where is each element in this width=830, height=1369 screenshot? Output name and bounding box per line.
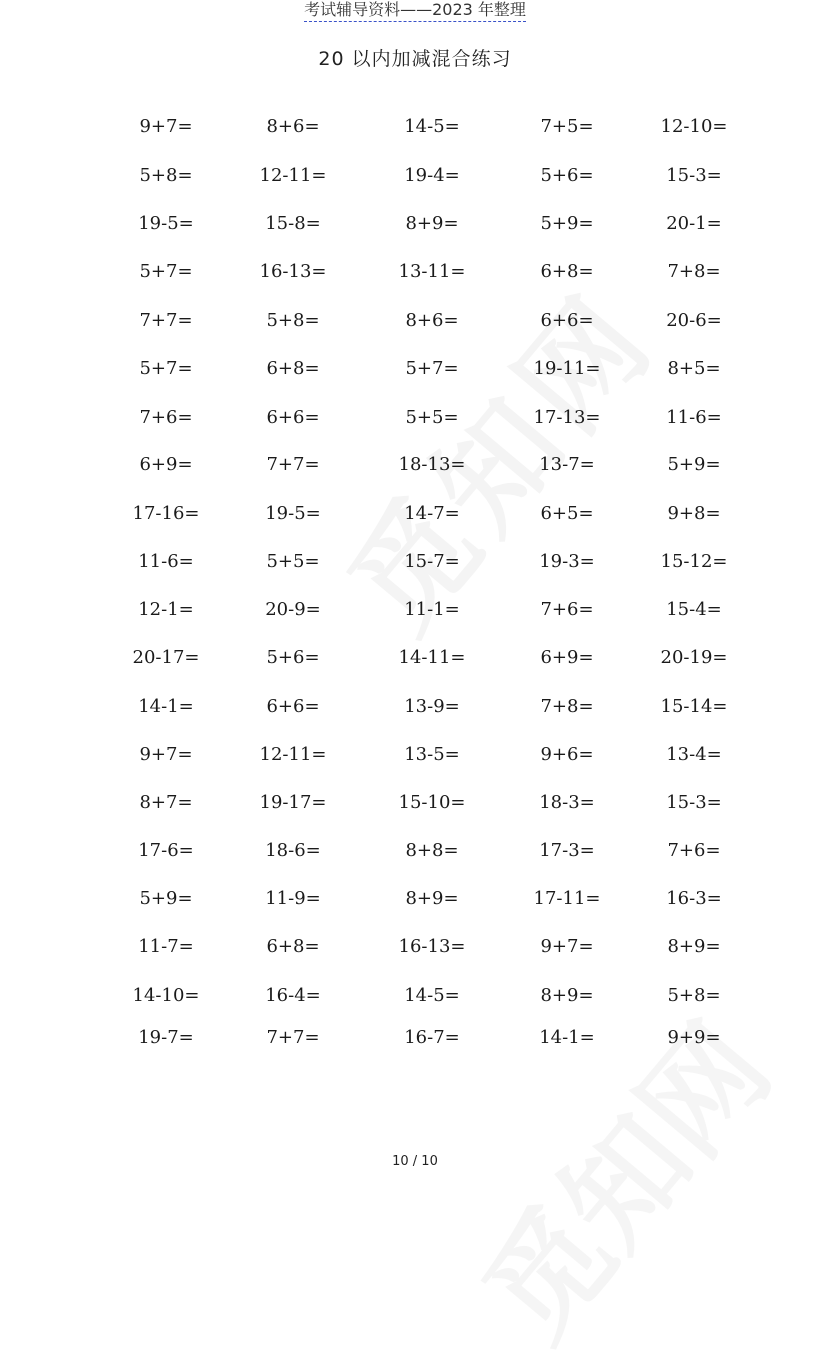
problem-cell: 8+6= <box>266 116 320 137</box>
problem-cell: 6+9= <box>540 647 594 668</box>
problem-cell: 6+6= <box>266 696 320 717</box>
problem-cell: 8+9= <box>667 936 721 957</box>
problem-cell: 15-12= <box>660 551 728 572</box>
problem-cell: 17-13= <box>533 407 601 428</box>
problem-row <box>100 255 760 289</box>
problem-cell: 5+5= <box>405 407 459 428</box>
problem-cell: 14-5= <box>404 985 460 1006</box>
problem-cell: 6+6= <box>266 407 320 428</box>
problem-cell: 6+8= <box>540 261 594 282</box>
problem-cell: 17-16= <box>132 503 200 524</box>
problem-cell: 13-9= <box>404 696 460 717</box>
problem-cell: 5+6= <box>540 165 594 186</box>
problem-cell: 19-3= <box>539 551 595 572</box>
problem-cell: 6+9= <box>139 454 193 475</box>
problem-cell: 16-4= <box>265 985 321 1006</box>
problem-cell: 7+6= <box>540 599 594 620</box>
problem-row <box>100 834 760 868</box>
problem-row <box>100 690 760 724</box>
problem-cell: 13-4= <box>666 744 722 765</box>
problem-cell: 12-11= <box>259 165 327 186</box>
problem-cell: 14-10= <box>132 985 200 1006</box>
problem-cell: 15-8= <box>265 213 321 234</box>
problem-cell: 20-19= <box>660 647 728 668</box>
problem-cell: 9+6= <box>540 744 594 765</box>
problem-cell: 19-5= <box>138 213 194 234</box>
problem-cell: 8+6= <box>405 310 459 331</box>
problem-cell: 5+7= <box>405 358 459 379</box>
problem-cell: 9+8= <box>667 503 721 524</box>
problem-cell: 7+7= <box>266 454 320 475</box>
problem-cell: 20-17= <box>132 647 200 668</box>
problem-cell: 19-5= <box>265 503 321 524</box>
problem-cell: 19-17= <box>259 792 327 813</box>
problem-cell: 14-1= <box>539 1027 595 1048</box>
problem-cell: 7+7= <box>266 1027 320 1048</box>
problem-cell: 7+6= <box>667 840 721 861</box>
page-header <box>0 0 830 22</box>
problem-cell: 8+9= <box>405 888 459 909</box>
problem-row <box>100 401 760 435</box>
problem-cell: 8+5= <box>667 358 721 379</box>
problem-cell: 11-1= <box>404 599 460 620</box>
problem-cell: 15-3= <box>666 792 722 813</box>
problem-cell: 7+8= <box>540 696 594 717</box>
problem-cell: 17-11= <box>533 888 601 909</box>
problem-cell: 5+9= <box>667 454 721 475</box>
problem-cell: 7+7= <box>139 310 193 331</box>
problem-cell: 12-1= <box>138 599 194 620</box>
problem-cell: 16-3= <box>666 888 722 909</box>
problem-cell: 15-4= <box>666 599 722 620</box>
problem-cell: 8+9= <box>405 213 459 234</box>
problem-row <box>100 930 760 964</box>
page-title: 20 以内加减混合练习 <box>318 48 512 70</box>
problem-cell: 11-6= <box>666 407 722 428</box>
problem-row <box>100 448 760 482</box>
problem-row <box>100 979 760 1013</box>
problem-cell: 5+8= <box>139 165 193 186</box>
problem-cell: 6+8= <box>266 358 320 379</box>
problem-cell: 14-7= <box>404 503 460 524</box>
problem-cell: 7+5= <box>540 116 594 137</box>
problem-cell: 16-13= <box>259 261 327 282</box>
problem-cell: 15-10= <box>398 792 466 813</box>
problem-cell: 5+7= <box>139 358 193 379</box>
problem-cell: 14-11= <box>398 647 466 668</box>
problem-cell: 20-9= <box>265 599 321 620</box>
problem-cell: 5+7= <box>139 261 193 282</box>
problem-cell: 14-5= <box>404 116 460 137</box>
problem-row <box>100 641 760 675</box>
problem-cell: 6+5= <box>540 503 594 524</box>
problem-cell: 5+6= <box>266 647 320 668</box>
problem-cell: 9+7= <box>139 116 193 137</box>
problem-row <box>100 497 760 531</box>
problem-cell: 18-6= <box>265 840 321 861</box>
problem-cell: 11-7= <box>138 936 194 957</box>
problem-cell: 15-7= <box>404 551 460 572</box>
problem-cell: 17-6= <box>138 840 194 861</box>
problem-cell: 16-7= <box>404 1027 460 1048</box>
problem-cell: 8+9= <box>540 985 594 1006</box>
problem-cell: 20-1= <box>666 213 722 234</box>
problem-cell: 9+7= <box>139 744 193 765</box>
problem-cell: 9+9= <box>667 1027 721 1048</box>
problem-row <box>100 738 760 772</box>
problem-row <box>100 786 760 820</box>
problem-cell: 19-4= <box>404 165 460 186</box>
problem-cell: 5+8= <box>667 985 721 1006</box>
problem-cell: 18-3= <box>539 792 595 813</box>
problem-cell: 14-1= <box>138 696 194 717</box>
problem-cell: 8+7= <box>139 792 193 813</box>
problem-cell: 18-13= <box>398 454 466 475</box>
problem-cell: 20-6= <box>666 310 722 331</box>
problem-cell: 19-7= <box>138 1027 194 1048</box>
problem-cell: 11-6= <box>138 551 194 572</box>
problem-cell: 7+6= <box>139 407 193 428</box>
problem-row <box>100 593 760 627</box>
problem-cell: 5+9= <box>139 888 193 909</box>
problem-row <box>100 352 760 386</box>
problem-cell: 9+7= <box>540 936 594 957</box>
problem-cell: 8+8= <box>405 840 459 861</box>
problem-cell: 7+8= <box>667 261 721 282</box>
problem-row <box>100 882 760 916</box>
problem-cell: 13-11= <box>398 261 466 282</box>
problem-cell: 5+8= <box>266 310 320 331</box>
problem-row <box>100 1021 760 1055</box>
problem-row <box>100 304 760 338</box>
problem-cell: 19-11= <box>533 358 601 379</box>
problem-row <box>100 110 760 144</box>
problem-cell: 13-5= <box>404 744 460 765</box>
problem-row <box>100 159 760 193</box>
problem-cell: 6+6= <box>540 310 594 331</box>
page-number: 10 / 10 <box>392 1154 438 1169</box>
problem-cell: 11-9= <box>265 888 321 909</box>
problem-cell: 13-7= <box>539 454 595 475</box>
problem-cell: 12-11= <box>259 744 327 765</box>
problem-cell: 5+9= <box>540 213 594 234</box>
problem-row <box>100 545 760 579</box>
problem-cell: 16-13= <box>398 936 466 957</box>
problem-row <box>100 207 760 241</box>
problem-cell: 5+5= <box>266 551 320 572</box>
problem-cell: 12-10= <box>660 116 728 137</box>
header-text: 考试辅导资料——2023 年整理 <box>304 0 526 22</box>
problem-cell: 6+8= <box>266 936 320 957</box>
problem-cell: 15-3= <box>666 165 722 186</box>
problem-cell: 15-14= <box>660 696 728 717</box>
problem-cell: 17-3= <box>539 840 595 861</box>
